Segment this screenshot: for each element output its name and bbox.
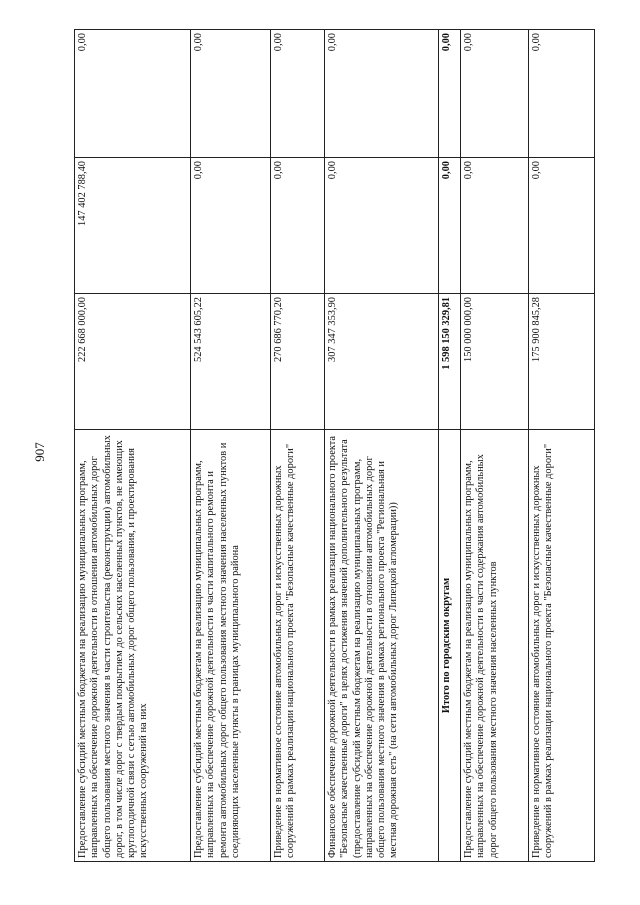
row-value-col2: 150 000 000,00 xyxy=(461,294,529,430)
table-row xyxy=(325,30,439,862)
row-value-col4: 0,00 xyxy=(325,30,439,158)
table-row-total xyxy=(439,30,461,862)
row-value-col2: 307 347 353,90 xyxy=(325,294,439,430)
total-value-col3: 0,00 xyxy=(439,158,461,294)
row-value-col4: 0,00 xyxy=(461,30,529,158)
row-value-col2: 175 900 845,28 xyxy=(529,294,595,430)
row-value-col4: 0,00 xyxy=(191,30,271,158)
row-description: Предоставление субсидий местным бюджетам на реализацию муниципальных программ, направленных на обеспечение дорожной деятельности в отношении автомобильных дорог общего пользования местного значения в части строительства (реконструкции) автомобильных дорог, в том числе дорог с твердым покрытием до сельских населенных пунктов, не имеющих круглогодичной связи с сетью автомобильных дорог общего пользования, и проектирования искусственных сооружений на них xyxy=(75,430,191,862)
row-value-col2: 524 543 605,22 xyxy=(191,294,271,430)
row-description: Приведение в нормативное состояние автомобильных дорог и искусственных дорожных сооружений в рамках реализации национального проекта "Безопасные качественные дороги" xyxy=(529,430,595,862)
table-row xyxy=(271,30,325,862)
row-value-col4: 0,00 xyxy=(75,30,191,158)
row-value-col2: 222 668 000,00 xyxy=(75,294,191,430)
budget-table xyxy=(74,29,595,862)
page-number: 907 xyxy=(32,442,47,462)
total-value-col4: 0,00 xyxy=(439,30,461,158)
row-description: Предоставление субсидий местным бюджетам на реализацию муниципальных программ, направленных на обеспечение дорожной деятельности в части капитального ремонта и ремонта автомобильных дорог общего пользования местного значения населенных пунктов и соединяющих населенные пункты в границах муниципального района xyxy=(191,430,271,862)
row-value-col3: 147 402 788,40 xyxy=(75,158,191,294)
row-value-col3: 0,00 xyxy=(271,158,325,294)
row-value-col3: 0,00 xyxy=(191,158,271,294)
row-description: Приведение в нормативное состояние автомобильных дорог и искусственных дорожных сооружений в рамках реализации национального проекта "Безопасные качественные дороги" xyxy=(271,430,325,862)
row-description: Финансовое обеспечение дорожной деятельности в рамках реализации национального проекта "Безопасные качественные дороги" в целях достижения значений дополнительного результата (предоставление субсидий местным бюджетам на реализацию муниципальных программ, направленных на обеспечение дорожной деятельности в отношении автомобильных дорог общего пользования местного значения в рамках регионального проекта "Региональная и местная дорожная сеть" (на сети автомобильных дорог Липецкой агломерации)) xyxy=(325,430,439,862)
row-value-col3: 0,00 xyxy=(325,158,439,294)
row-description: Предоставление субсидий местным бюджетам на реализацию муниципальных программ, направленных на обеспечение дорожной деятельности в части содержания автомобильных дорог общего пользования местного значения населенных пунктов xyxy=(461,430,529,862)
rotated-table-container xyxy=(74,30,594,862)
table-row xyxy=(461,30,529,862)
row-value-col3: 0,00 xyxy=(529,158,595,294)
table-row xyxy=(75,30,191,862)
table-row xyxy=(529,30,595,862)
total-value-col2: 1 598 150 329,81 xyxy=(439,294,461,430)
row-value-col2: 270 686 770,20 xyxy=(271,294,325,430)
row-value-col4: 0,00 xyxy=(529,30,595,158)
table-row xyxy=(191,30,271,862)
row-value-col4: 0,00 xyxy=(271,30,325,158)
total-label: Итого по городским округам xyxy=(439,430,461,862)
row-value-col3: 0,00 xyxy=(461,158,529,294)
